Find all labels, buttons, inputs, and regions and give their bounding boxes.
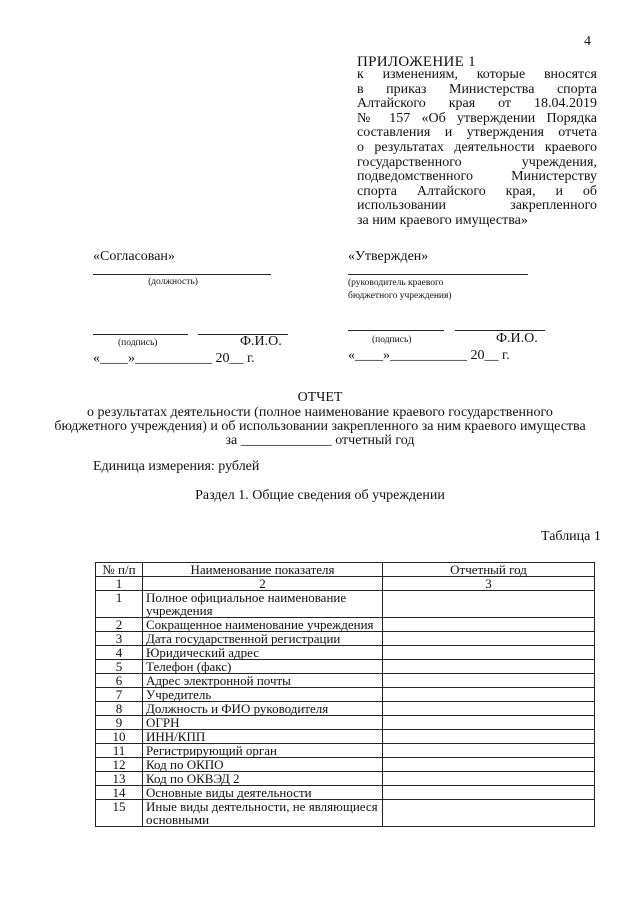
appendix-title: ПРИЛОЖЕНИЕ 1 — [357, 54, 476, 70]
appendix-line: за ним краевого имущества» — [357, 212, 528, 228]
approved-position-line — [348, 274, 528, 275]
appendix-body — [357, 68, 597, 229]
row-number: 4 — [96, 646, 143, 660]
agreed-position-line — [93, 274, 271, 275]
appendix-line: Алтайского края от 18.04.2019 — [357, 96, 597, 112]
table-row — [96, 716, 595, 730]
row-value[interactable] — [383, 591, 595, 618]
row-indicator-name: ИНН/КПП — [143, 730, 383, 744]
col-number-3: 3 — [383, 577, 595, 591]
approved-signature-caption: (подпись) — [372, 335, 412, 345]
row-value[interactable] — [383, 744, 595, 758]
row-indicator-name: Должность и ФИО руководителя — [143, 702, 383, 716]
row-indicator-name: Регистрирующий орган — [143, 744, 383, 758]
approved-fio: Ф.И.О. — [496, 331, 538, 346]
appendix-line: подведомственного Министерству — [357, 169, 597, 185]
table-row — [96, 744, 595, 758]
agreed-date: «____»___________ 20__ г. — [93, 351, 255, 366]
row-value[interactable] — [383, 646, 595, 660]
row-indicator-name: Адрес электронной почты — [143, 674, 383, 688]
table-row — [96, 688, 595, 702]
row-indicator-name: Иные виды деятельности, не являющиеся основными — [143, 800, 383, 827]
approved-caption-1: (руководитель краевого — [348, 278, 444, 288]
unit-label: Единица измерения: рублей — [93, 459, 260, 474]
report-line-1: о результатах деятельности (полное наименование краевого государственного — [87, 405, 553, 420]
report-line-2: бюджетного учреждения) и об использовании закрепленного за ним краевого имущества — [54, 419, 586, 434]
report-title: ОТЧЕТ — [297, 390, 343, 405]
row-number: 6 — [96, 674, 143, 688]
appendix-line: в приказ Министерства спорта — [357, 81, 597, 97]
row-indicator-name: Дата государственной регистрации — [143, 632, 383, 646]
table-row — [96, 758, 595, 772]
table-header-row — [96, 563, 595, 577]
row-indicator-name: Юридический адрес — [143, 646, 383, 660]
row-indicator-name: Учредитель — [143, 688, 383, 702]
row-value[interactable] — [383, 772, 595, 786]
table-number-row — [96, 577, 595, 591]
appendix-line: к изменениям, которые вносятся — [357, 67, 597, 82]
agreed-fio: Ф.И.О. — [240, 334, 282, 349]
row-indicator-name: Сокращенное наименование учреждения — [143, 618, 383, 632]
row-indicator-name: Телефон (факс) — [143, 660, 383, 674]
appendix-line: составления и утверждения отчета — [357, 125, 597, 141]
table-row — [96, 674, 595, 688]
row-number: 9 — [96, 716, 143, 730]
info-table — [95, 562, 595, 827]
table-row — [96, 646, 595, 660]
agreed-signature-line — [93, 334, 188, 335]
table-row — [96, 702, 595, 716]
row-number: 5 — [96, 660, 143, 674]
page-number: 4 — [584, 34, 591, 49]
row-value[interactable] — [383, 800, 595, 827]
table-row — [96, 786, 595, 800]
row-number: 10 — [96, 730, 143, 744]
col-number-2: 2 — [143, 577, 383, 591]
row-value[interactable] — [383, 674, 595, 688]
row-number: 8 — [96, 702, 143, 716]
table-row — [96, 660, 595, 674]
table-row — [96, 632, 595, 646]
appendix-line: использовании закрепленного — [357, 198, 597, 214]
row-value[interactable] — [383, 730, 595, 744]
table-row — [96, 800, 595, 827]
row-number: 1 — [96, 591, 143, 618]
table-row — [96, 772, 595, 786]
table-row — [96, 618, 595, 632]
section-title: Раздел 1. Общие сведения об учреждении — [195, 488, 445, 503]
row-indicator-name: Полное официальное наименование учреждения — [143, 591, 383, 618]
row-number: 2 — [96, 618, 143, 632]
row-number: 3 — [96, 632, 143, 646]
appendix-line: № 157 «Об утверждении Порядка — [357, 110, 597, 126]
approved-label: «Утвержден» — [348, 249, 429, 264]
row-value[interactable] — [383, 688, 595, 702]
table-row — [96, 730, 595, 744]
appendix-line: государственного учреждения, — [357, 154, 597, 170]
row-value[interactable] — [383, 618, 595, 632]
row-value[interactable] — [383, 660, 595, 674]
row-number: 7 — [96, 688, 143, 702]
table-row — [96, 591, 595, 618]
row-value[interactable] — [383, 758, 595, 772]
col-number-1: 1 — [96, 577, 143, 591]
row-number: 13 — [96, 772, 143, 786]
header-value: Отчетный год — [383, 563, 595, 577]
row-value[interactable] — [383, 786, 595, 800]
report-line-3: за _____________ отчетный год — [225, 433, 415, 448]
row-indicator-name: ОГРН — [143, 716, 383, 730]
row-value[interactable] — [383, 632, 595, 646]
approved-signature-line — [348, 330, 444, 331]
appendix-line: о результатах деятельности краевого — [357, 139, 597, 155]
approved-caption-2: бюджетного учреждения) — [348, 291, 452, 301]
row-value[interactable] — [383, 702, 595, 716]
row-number: 11 — [96, 744, 143, 758]
row-indicator-name: Код по ОКПО — [143, 758, 383, 772]
appendix-line: спорта Алтайского края, и об — [357, 183, 597, 199]
agreed-position-caption: (должность) — [148, 277, 198, 287]
agreed-label: «Согласован» — [93, 249, 175, 264]
agreed-signature-caption: (подпись) — [118, 338, 158, 348]
row-number: 12 — [96, 758, 143, 772]
header-num: № п/п — [96, 563, 143, 577]
header-name: Наименование показателя — [143, 563, 383, 577]
approved-date: «____»___________ 20__ г. — [348, 348, 510, 363]
row-indicator-name: Основные виды деятельности — [143, 786, 383, 800]
row-indicator-name: Код по ОКВЭД 2 — [143, 772, 383, 786]
row-value[interactable] — [383, 716, 595, 730]
row-number: 15 — [96, 800, 143, 827]
row-number: 14 — [96, 786, 143, 800]
table-label: Таблица 1 — [541, 529, 601, 544]
